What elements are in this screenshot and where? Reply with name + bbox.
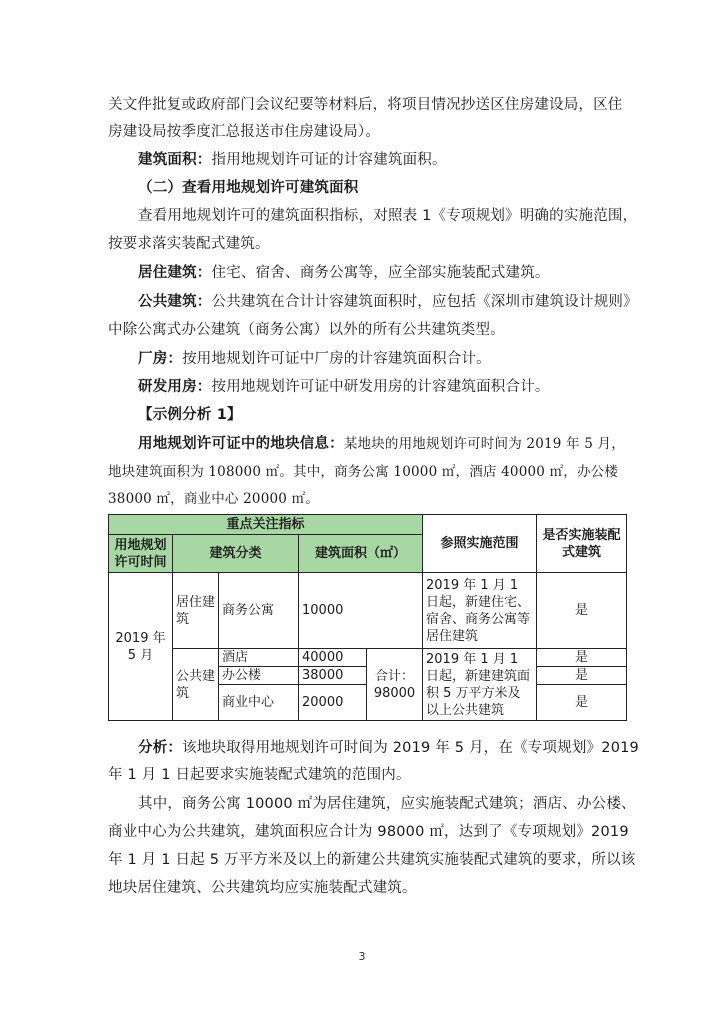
table-cell-required: 是 — [537, 685, 627, 721]
table-cell-area: 10000 — [299, 573, 423, 649]
table-cell-time: 2019 年 5 月 — [109, 573, 173, 721]
definition-text: 住宅、宿舍、商务公寓等，应全部实施装配式建筑。 — [211, 265, 550, 281]
table-cell-scope: 2019 年 1 月 1 日起，新建住宅、宿舍、商务公寓等居住建筑 — [423, 573, 537, 649]
info-text: 某地块的用地规划许可时间为 2019 年 5 月， — [343, 436, 625, 452]
table-header-time: 用地规划许可时间 — [109, 535, 173, 573]
paragraph-line: 中除公寓式办公建筑（商务公寓）以外的所有公共建筑类型。 — [108, 322, 505, 338]
paragraph-line: 38000 ㎡，商业中心 20000 ㎡。 — [108, 491, 319, 507]
paragraph-line: 年 1 月 1 日起 5 万平方米及以上的新建公共建筑实施装配式建筑的要求，所以该 — [108, 852, 636, 868]
plot-info — [138, 433, 625, 455]
definition-text: 按用地规划许可证中厂房的计容建筑面积合计。 — [182, 351, 491, 367]
definition-rd — [138, 376, 620, 398]
table-cell-subtype: 商务公寓 — [219, 573, 299, 649]
paragraph-line: 查看用地规划许可的建筑面积指标，对照表 1《专项规划》明确的实施范围， — [138, 208, 638, 224]
definition-label: 厂房： — [138, 351, 183, 367]
definition-factory — [138, 348, 620, 370]
table-header-required: 是否实施装配式建筑 — [537, 515, 627, 573]
table-cell-area: 20000 — [299, 685, 367, 721]
table-cell-total: 合计：98000 — [367, 649, 423, 721]
table-cell-required: 是 — [537, 667, 627, 685]
table-cell-required: 是 — [537, 649, 627, 667]
definition-label: 研发用房： — [138, 379, 212, 395]
definition-label: 公共建筑： — [138, 294, 212, 310]
table-cell-category: 居住建筑 — [173, 573, 219, 649]
definition-text: 按用地规划许可证中研发用房的计容建筑面积合计。 — [211, 379, 550, 395]
definition-building-area — [138, 149, 620, 171]
info-label: 用地规划许可证中的地块信息： — [138, 436, 344, 452]
table-cell-subtype: 酒店 — [219, 649, 299, 667]
analysis-text: 该地块取得用地规划许可时间为 2019 年 5 月，在《专项规划》2019 — [182, 740, 639, 756]
paragraph-line: 其中，商务公寓 10000 ㎡为居住建筑，应实施装配式建筑；酒店、办公楼、 — [138, 796, 636, 812]
definition-residential — [138, 262, 620, 284]
table-header-scope: 参照实施范围 — [423, 515, 537, 573]
paragraph-line: 年 1 月 1 日起要求实施装配式建筑的范围内。 — [108, 767, 411, 783]
table-cell-area: 38000 — [299, 667, 367, 685]
table-header-area: 建筑面积（㎡） — [299, 535, 423, 573]
paragraph-line: 商业中心为公共建筑，建筑面积应合计为 98000 ㎡，达到了《专项规划》2019 — [108, 824, 629, 840]
paragraph-line: 房建设局按季度汇总报送市住房建设局）。 — [108, 124, 381, 140]
table-cell-scope: 2019 年 1 月 1 日起，新建建筑面积 5 万平方米及以上公共建筑 — [423, 649, 537, 721]
definition-label: 居住建筑： — [138, 265, 212, 281]
definition-public — [138, 291, 638, 313]
example-heading: 【示例分析 1】 — [138, 407, 242, 423]
definition-text: 公共建筑在合计计容建筑面积时，应包括《深圳市建筑设计规则》 — [211, 294, 638, 310]
definition-label: 建筑面积： — [138, 152, 212, 168]
paragraph-line: 地块建筑面积为 108000 ㎡。其中，商务公寓 10000 ㎡，酒店 40000 ㎡，办公楼 — [108, 464, 619, 480]
definition-text: 指用地规划许可证的计容建筑面积。 — [211, 152, 447, 168]
indicator-table — [108, 514, 627, 721]
paragraph-line: 按要求落实装配式建筑。 — [108, 236, 270, 252]
table-header-type: 建筑分类 — [173, 535, 299, 573]
paragraph-line: 地块居住建筑、公共建筑均应实施装配式建筑。 — [108, 880, 417, 896]
table-cell-subtype: 办公楼 — [219, 667, 299, 685]
analysis — [138, 737, 639, 759]
paragraph-line: 关文件批复或政府部门会议纪要等材料后，将项目情况抄送区住房建设局，区住 — [108, 97, 623, 113]
table-cell-area: 40000 — [299, 649, 367, 667]
table-cell-required: 是 — [537, 573, 627, 649]
page-number: 3 — [358, 950, 366, 963]
table-group-header: 重点关注指标 — [109, 515, 423, 535]
table-cell-subtype: 商业中心 — [219, 685, 299, 721]
table-cell-category: 公共建筑 — [173, 649, 219, 721]
section-heading: （二）查看用地规划许可建筑面积 — [138, 180, 359, 196]
analysis-label: 分析： — [138, 740, 183, 756]
